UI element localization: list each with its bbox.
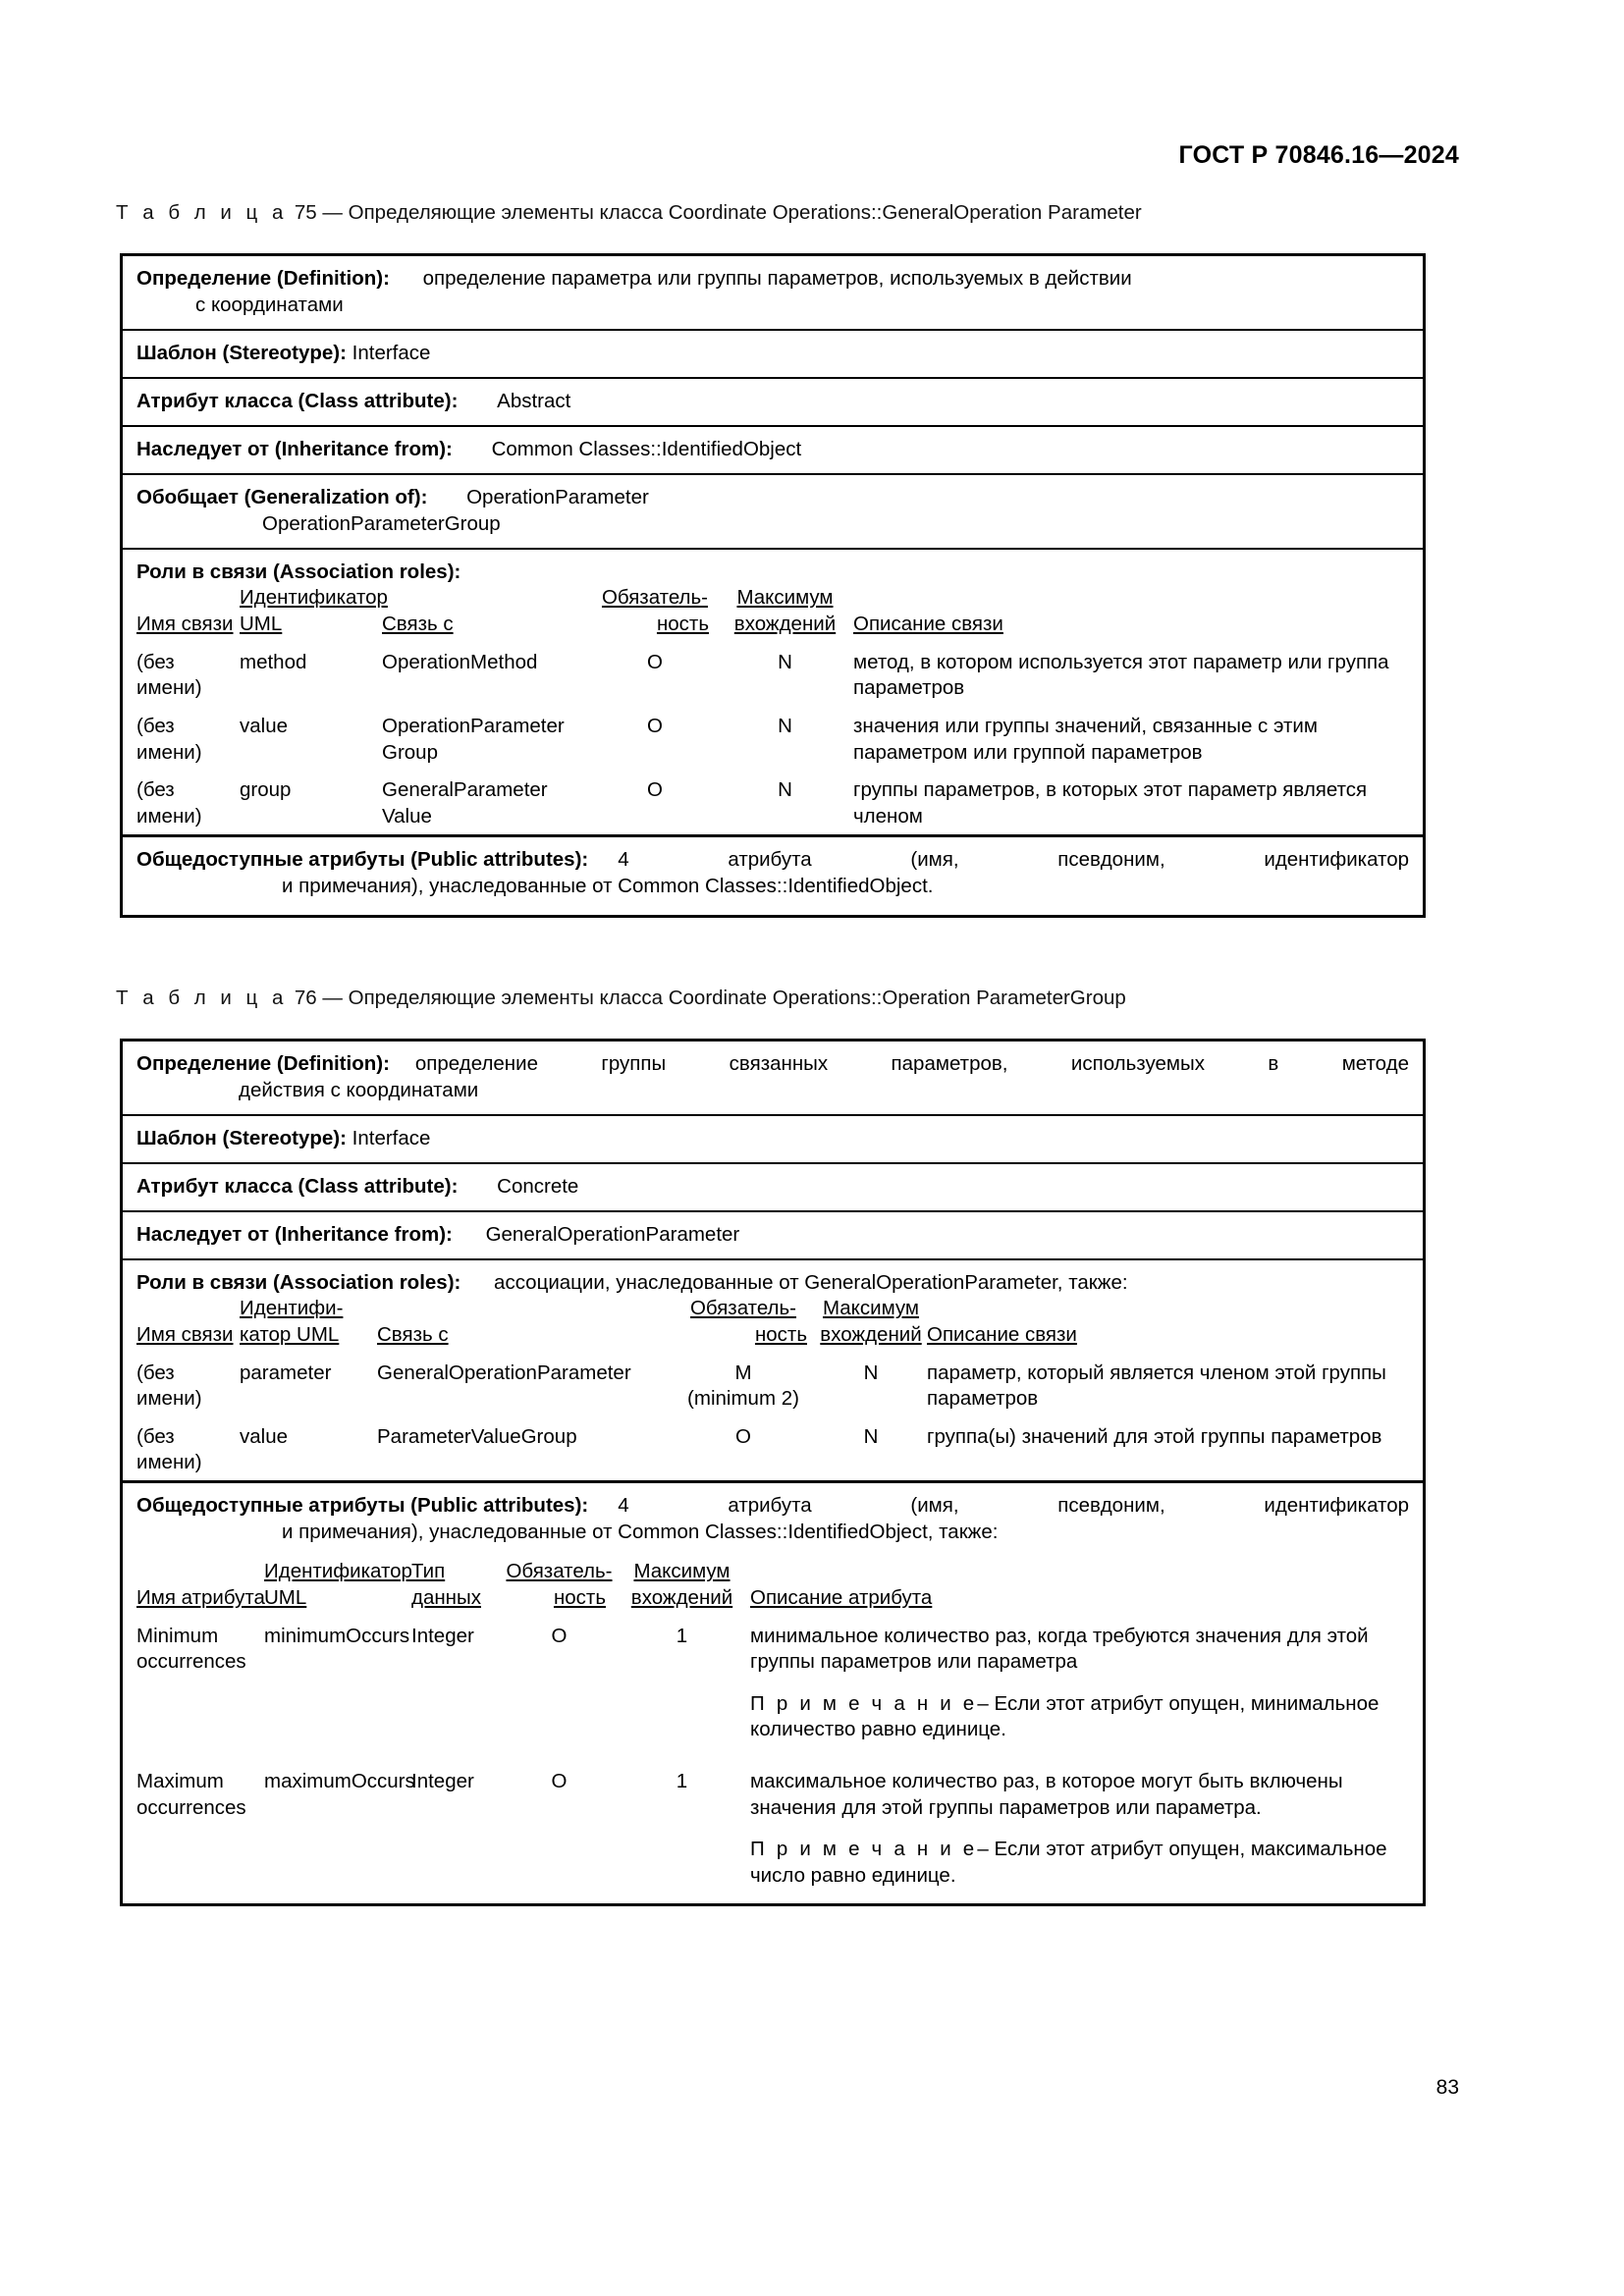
table-76-row-definition xyxy=(123,1041,1423,1116)
table-76-inheritance-value: GeneralOperationParameter xyxy=(485,1223,740,1247)
role-name-line2: имени) xyxy=(136,740,202,764)
cell-max: 1 xyxy=(676,1624,688,1647)
attr-name-line1: Maximum xyxy=(136,1770,224,1793)
header-mandatory-bottom: ность xyxy=(754,1322,807,1346)
header-mandatory-bottom: ность xyxy=(553,1585,606,1609)
table-row xyxy=(136,1612,1409,1744)
table-75-definition-line1: определение параметра или группы параметров, используемых в действии xyxy=(422,267,1132,290)
attr-name-line2: occurrences xyxy=(136,1795,246,1819)
table-76-association-grid xyxy=(136,1296,1409,1476)
header-type-top: Тип xyxy=(411,1560,446,1583)
cell-mandatory: O xyxy=(647,778,663,802)
header-relation: Связь с xyxy=(382,613,454,636)
cell-max: N xyxy=(863,1424,879,1448)
cell-mandatory: O xyxy=(735,1424,751,1448)
cell-mandatory: O xyxy=(551,1624,568,1647)
table-76-row-public-attributes xyxy=(123,1483,1423,1903)
table-76-association-header-top xyxy=(136,1296,1409,1322)
table-76-row-class-attribute xyxy=(123,1164,1423,1212)
header-uml-bottom: катор UML xyxy=(240,1322,340,1346)
attr-note xyxy=(750,1837,1405,1889)
relation-line1: OperationMethod xyxy=(382,650,538,673)
table-row xyxy=(136,1413,1409,1476)
mandatory-subnote: (minimum 2) xyxy=(687,1387,799,1411)
cell-max: N xyxy=(778,650,792,673)
cell-role-name xyxy=(136,638,240,702)
table-75-inheritance-value: Common Classes::IdentifiedObject xyxy=(491,438,802,461)
cell-max: 1 xyxy=(676,1770,688,1793)
role-name-line1: (без xyxy=(136,1424,175,1448)
table-76-stereotype-label: Шаблон (Stereotype): xyxy=(136,1127,347,1150)
cell-description: группы параметров, в которых этот параметр является членом xyxy=(853,778,1368,828)
attr-name-line1: Minimum xyxy=(136,1624,219,1647)
table-row xyxy=(136,638,1409,702)
cell-relation xyxy=(382,638,593,702)
header-uml-top: Идентифи- xyxy=(240,1297,344,1320)
table-75-definition-line2: с координатами xyxy=(195,294,344,317)
cell-description: параметр, который является членом этой группы параметров xyxy=(927,1361,1386,1411)
cell-uml-id: group xyxy=(240,778,292,802)
role-name-line1: (без xyxy=(136,714,175,737)
cell-role-name xyxy=(136,702,240,766)
header-name: Имя связи xyxy=(136,1322,234,1346)
table-76-attributes-header-top xyxy=(136,1559,1409,1585)
table-76-class-attribute-value: Concrete xyxy=(497,1175,579,1199)
cell-mandatory xyxy=(672,1349,819,1413)
header-uml-top: Идентификатор xyxy=(240,586,388,610)
role-name-line2: имени) xyxy=(136,1451,202,1474)
table-75-caption-word: Т а б л и ц а xyxy=(116,201,288,224)
cell-mandatory: O xyxy=(647,650,663,673)
cell-relation xyxy=(382,766,593,829)
table-75 xyxy=(120,253,1426,918)
note-dash: – xyxy=(977,1691,989,1715)
cell-relation xyxy=(382,702,593,766)
cell-description: значения или группы значений, связанные с этим параметром или группой параметров xyxy=(853,714,1318,764)
table-75-generalization-value1: OperationParameter xyxy=(466,486,649,509)
table-75-row-stereotype xyxy=(123,331,1423,379)
table-76-row-association-roles xyxy=(123,1260,1423,1483)
table-76-association-label: Роли в связи (Association roles): xyxy=(136,1271,461,1295)
cell-attr-description xyxy=(750,1743,1409,1890)
table-76-inheritance-label: Наследует от (Inheritance from): xyxy=(136,1223,453,1247)
table-75-row-inheritance xyxy=(123,427,1423,475)
cell-max: N xyxy=(863,1361,879,1384)
header-attr-name: Имя атрибута xyxy=(136,1585,265,1609)
header-mandatory-top: Обязатель- xyxy=(601,586,709,610)
table-76-caption-text: — Определяющие элементы класса Coordinate Operations::Operation ParameterGroup xyxy=(322,987,1126,1009)
blank-cell xyxy=(750,1559,1409,1585)
table-76-caption xyxy=(116,987,1126,1010)
table-76-public-attributes-line1: 4 атрибута (имя, псевдоним, идентификатор xyxy=(618,1494,1409,1518)
note-label: П р и м е ч а н и е xyxy=(750,1691,978,1715)
relation-line2: Group xyxy=(382,740,438,764)
table-row xyxy=(136,702,1409,766)
blank-cell xyxy=(377,1296,672,1322)
table-75-row-association-roles xyxy=(123,550,1423,836)
header-max-top: Максимум xyxy=(633,1560,731,1583)
table-76-attributes-header-bottom xyxy=(136,1585,1409,1612)
cell-uml-id: value xyxy=(240,714,289,737)
cell-attr-name xyxy=(136,1612,264,1744)
header-max-bottom: вхождений xyxy=(820,1322,922,1346)
note-text: Если этот атрибут опущен, минимальное количество равно единице. xyxy=(750,1691,1380,1741)
relation-line1: GeneralParameter xyxy=(382,778,548,802)
table-75-stereotype-value: Interface xyxy=(352,342,431,365)
table-76 xyxy=(120,1039,1426,1906)
cell-relation: ParameterValueGroup xyxy=(377,1424,577,1448)
header-description: Описание связи xyxy=(927,1322,1077,1346)
cell-uml-id: value xyxy=(240,1424,289,1448)
header-attr-description: Описание атрибута xyxy=(750,1585,933,1609)
table-76-public-attributes-label: Общедоступные атрибуты (Public attributes): xyxy=(136,1494,589,1518)
table-76-row-stereotype xyxy=(123,1116,1423,1164)
blank-cell xyxy=(136,585,240,612)
cell-description: группа(ы) значений для этой группы параметров xyxy=(927,1424,1382,1448)
cell-role-name xyxy=(136,1349,240,1413)
attr-description-text: максимальное количество раз, в которое могут быть включены значения для этой группы параметров или параметра. xyxy=(750,1770,1343,1819)
table-75-inheritance-label: Наследует от (Inheritance from): xyxy=(136,438,453,461)
blank-cell xyxy=(382,585,593,612)
header-uml-top: Идентификатор xyxy=(264,1560,412,1583)
table-75-row-generalization xyxy=(123,475,1423,550)
cell-role-name xyxy=(136,766,240,829)
header-max-bottom: вхождений xyxy=(733,613,837,636)
table-75-class-attribute-label: Атрибут класса (Class attribute): xyxy=(136,390,459,413)
header-description: Описание связи xyxy=(853,613,1003,636)
blank-cell xyxy=(853,585,1409,612)
cell-uml-id: maximumOccurs xyxy=(264,1770,415,1793)
table-76-public-attributes-line2: и примечания), унаследованные от Common Classes::IdentifiedObject, также: xyxy=(282,1521,999,1544)
table-75-caption xyxy=(116,201,1142,225)
header-uml-bottom: UML xyxy=(264,1585,307,1609)
cell-type: Integer xyxy=(411,1624,474,1647)
table-75-caption-text: — Определяющие элементы класса Coordinate Operations::GeneralOperation Parameter xyxy=(322,201,1142,224)
table-75-row-definition xyxy=(123,256,1423,331)
header-mandatory-top: Обязатель- xyxy=(506,1560,613,1583)
table-75-public-attributes-label: Общедоступные атрибуты (Public attributes): xyxy=(136,847,589,871)
cell-description: метод, в котором используется этот параметр или группа параметров xyxy=(853,650,1389,700)
blank-cell xyxy=(136,1296,240,1322)
table-75-row-class-attribute xyxy=(123,379,1423,427)
cell-attr-name xyxy=(136,1743,264,1890)
mandatory-value: M xyxy=(734,1361,752,1384)
table-75-caption-number: 75 xyxy=(294,201,317,224)
cell-mandatory: O xyxy=(647,714,663,737)
table-75-definition-label: Определение (Definition): xyxy=(136,267,390,290)
role-name-line1: (без xyxy=(136,778,175,802)
table-76-association-note: ассоциации, унаследованные от GeneralOperationParameter, также: xyxy=(494,1271,1128,1295)
cell-role-name xyxy=(136,1413,240,1476)
table-76-definition-line1: определение группы связанных параметров, используемых в методе xyxy=(414,1052,1409,1075)
attr-note xyxy=(750,1691,1405,1743)
attr-name-line2: occurrences xyxy=(136,1650,246,1674)
role-name-line1: (без xyxy=(136,650,175,673)
cell-relation: GeneralOperationParameter xyxy=(377,1361,631,1384)
cell-uml-id: parameter xyxy=(240,1361,332,1384)
table-75-stereotype-label: Шаблон (Stereotype): xyxy=(136,342,347,365)
header-mandatory-bottom: ность xyxy=(656,613,709,636)
cell-uml-id: minimumOccurs xyxy=(264,1624,410,1647)
table-76-caption-word: Т а б л и ц а xyxy=(116,987,288,1009)
table-row xyxy=(136,1743,1409,1890)
table-76-definition-label: Определение (Definition): xyxy=(136,1052,390,1075)
cell-max: N xyxy=(778,778,792,802)
table-row xyxy=(136,766,1409,829)
blank-cell xyxy=(136,1559,264,1585)
table-75-generalization-label: Обобщает (Generalization of): xyxy=(136,486,428,509)
attr-description-text: минимальное количество раз, когда требуются значения для этой группы параметров или параметра xyxy=(750,1624,1369,1674)
header-type-bottom: данных xyxy=(411,1585,481,1609)
table-76-stereotype-value: Interface xyxy=(352,1127,431,1150)
table-76-association-header-bottom xyxy=(136,1322,1409,1349)
role-name-line2: имени) xyxy=(136,804,202,828)
page-number: 83 xyxy=(1435,2076,1459,2099)
header-uml-bottom: UML xyxy=(240,613,283,636)
table-75-association-grid xyxy=(136,585,1409,829)
header-max-top: Максимум xyxy=(736,586,834,610)
table-76-attributes-grid xyxy=(136,1559,1409,1889)
table-row xyxy=(136,1349,1409,1413)
note-label: П р и м е ч а н и е xyxy=(750,1838,978,1861)
header-max-top: Максимум xyxy=(822,1297,920,1320)
cell-type: Integer xyxy=(411,1770,474,1793)
table-75-association-label: Роли в связи (Association roles): xyxy=(136,561,461,584)
table-75-public-attributes-line1: 4 атрибута (имя, псевдоним, идентификатор xyxy=(618,847,1409,871)
table-75-generalization-value2: OperationParameterGroup xyxy=(262,512,501,536)
relation-line2: Value xyxy=(382,804,432,828)
cell-max: N xyxy=(778,714,792,737)
note-dash: – xyxy=(977,1838,989,1861)
document-header-standard-ref: ГОСТ Р 70846.16—2024 xyxy=(1178,141,1459,169)
table-75-class-attribute-value: Abstract xyxy=(497,390,571,413)
relation-line1: OperationParameter xyxy=(382,714,565,737)
role-name-line2: имени) xyxy=(136,1387,202,1411)
header-relation: Связь с xyxy=(377,1322,449,1346)
table-75-association-header-top xyxy=(136,585,1409,612)
table-75-public-attributes-line2: и примечания), унаследованные от Common Classes::IdentifiedObject. xyxy=(282,874,934,897)
blank-cell xyxy=(927,1296,1409,1322)
note-text: Если этот атрибут опущен, максимальное число равно единице. xyxy=(750,1838,1387,1887)
header-mandatory-top: Обязатель- xyxy=(689,1297,797,1320)
table-75-association-header-bottom xyxy=(136,612,1409,638)
table-76-row-inheritance xyxy=(123,1212,1423,1260)
role-name-line1: (без xyxy=(136,1361,175,1384)
cell-uml-id: method xyxy=(240,650,307,673)
header-name: Имя связи xyxy=(136,613,234,636)
cell-mandatory: O xyxy=(551,1770,568,1793)
header-max-bottom: вхождений xyxy=(630,1585,733,1609)
table-76-class-attribute-label: Атрибут класса (Class attribute): xyxy=(136,1175,459,1199)
table-76-caption-number: 76 xyxy=(294,987,317,1009)
role-name-line2: имени) xyxy=(136,676,202,700)
table-76-definition-line2: действия с координатами xyxy=(239,1079,479,1102)
cell-attr-description xyxy=(750,1612,1409,1744)
table-75-row-public-attributes xyxy=(123,837,1423,915)
